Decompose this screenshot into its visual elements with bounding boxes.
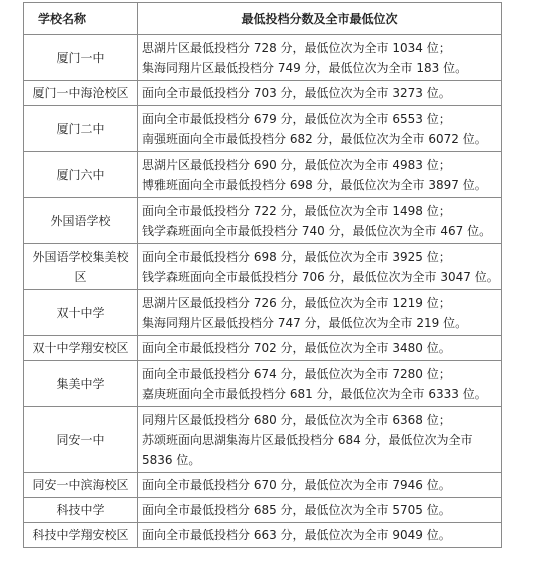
- table-row: [24, 407, 502, 473]
- school-name-cell: 双十中学: [24, 290, 138, 336]
- table-header-row: [24, 3, 502, 35]
- school-name-cell: 集美中学: [24, 361, 138, 407]
- table-row: [24, 198, 502, 244]
- score-info-line: 苏颂班面向思湖集海片区最低投档分 684 分，最低位次为全市: [142, 432, 473, 447]
- table-row: [24, 106, 502, 152]
- score-info-cell: [138, 523, 502, 548]
- table-row: [24, 336, 502, 361]
- score-info-cell: [138, 35, 502, 81]
- header-score-info: 最低投档分数及全市最低位次: [138, 3, 502, 35]
- score-info-line: 面向全市最低投档分 698 分，最低位次为全市 3925 位；: [142, 249, 451, 264]
- score-info-line: 面向全市最低投档分 670 分，最低位次为全市 7946 位。: [142, 478, 451, 492]
- table-row: [24, 498, 502, 523]
- score-info-line: 集海同翔片区最低投档分 747 分，最低位次为全市 219 位。: [142, 315, 468, 330]
- table-row: [24, 152, 502, 198]
- school-name-cell: 同安一中: [24, 407, 138, 473]
- table-body: [24, 35, 502, 548]
- score-info-cell: [138, 473, 502, 498]
- school-name-cell: 科技中学翔安校区: [24, 523, 138, 548]
- score-info-cell: [138, 81, 502, 106]
- score-info-line: 面向全市最低投档分 685 分，最低位次为全市 5705 位。: [142, 503, 451, 517]
- table-row: [24, 523, 502, 548]
- score-info-line: 博雅班面向全市最低投档分 698 分，最低位次为全市 3897 位。: [142, 177, 487, 192]
- score-info-line: 思湖片区最低投档分 728 分，最低位次为全市 1034 位；: [142, 40, 451, 55]
- table-row: [24, 35, 502, 81]
- score-info-line: 面向全市最低投档分 674 分，最低位次为全市 7280 位；: [142, 366, 451, 381]
- school-name-cell: 科技中学: [24, 498, 138, 523]
- school-name-cell: 厦门一中: [24, 35, 138, 81]
- score-info-cell: [138, 106, 502, 152]
- table-row: [24, 244, 502, 290]
- score-info-cell: [138, 498, 502, 523]
- school-name-cell: 同安一中滨海校区: [24, 473, 138, 498]
- school-name-cell: 双十中学翔安校区: [24, 336, 138, 361]
- header-school-name: 学校名称: [24, 3, 138, 35]
- score-info-line: 钱学森班面向全市最低投档分 706 分，最低位次为全市 3047 位。: [142, 269, 499, 284]
- score-info-cell: [138, 290, 502, 336]
- score-info-line: 嘉庚班面向全市最低投档分 681 分，最低位次为全市 6333 位。: [142, 386, 487, 401]
- score-info-cell: [138, 361, 502, 407]
- score-info-line: 面向全市最低投档分 679 分，最低位次为全市 6553 位；: [142, 111, 451, 126]
- table-row: [24, 473, 502, 498]
- school-name-cell: 厦门一中海沧校区: [24, 81, 138, 106]
- score-info-line: 同翔片区最低投档分 680 分，最低位次为全市 6368 位；: [142, 412, 451, 427]
- score-info-line: 面向全市最低投档分 663 分，最低位次为全市 9049 位。: [142, 528, 451, 542]
- admission-table-container: [23, 2, 501, 548]
- admission-table: [23, 2, 502, 548]
- school-name-cell: 外国语学校集美校区: [24, 244, 138, 290]
- score-info-cell: [138, 152, 502, 198]
- score-info-cell: [138, 407, 502, 473]
- score-info-line: 面向全市最低投档分 703 分，最低位次为全市 3273 位。: [142, 86, 451, 100]
- score-info-line: 思湖片区最低投档分 726 分，最低位次为全市 1219 位；: [142, 295, 451, 310]
- score-info-line: 南强班面向全市最低投档分 682 分，最低位次为全市 6072 位。: [142, 131, 487, 146]
- table-row: [24, 81, 502, 106]
- score-info-line: 面向全市最低投档分 722 分，最低位次为全市 1498 位；: [142, 203, 451, 218]
- score-info-line: 集海同翔片区最低投档分 749 分，最低位次为全市 183 位。: [142, 60, 468, 75]
- score-info-line: 面向全市最低投档分 702 分，最低位次为全市 3480 位。: [142, 341, 451, 355]
- school-name-cell: 厦门六中: [24, 152, 138, 198]
- school-name-cell: 厦门二中: [24, 106, 138, 152]
- score-info-line: 5836 位。: [142, 452, 201, 467]
- table-row: [24, 290, 502, 336]
- school-name-cell: 外国语学校: [24, 198, 138, 244]
- score-info-cell: [138, 198, 502, 244]
- score-info-cell: [138, 336, 502, 361]
- score-info-cell: [138, 244, 502, 290]
- table-row: [24, 361, 502, 407]
- score-info-line: 思湖片区最低投档分 690 分，最低位次为全市 4983 位；: [142, 157, 451, 172]
- score-info-line: 钱学森班面向全市最低投档分 740 分，最低位次为全市 467 位。: [142, 223, 492, 238]
